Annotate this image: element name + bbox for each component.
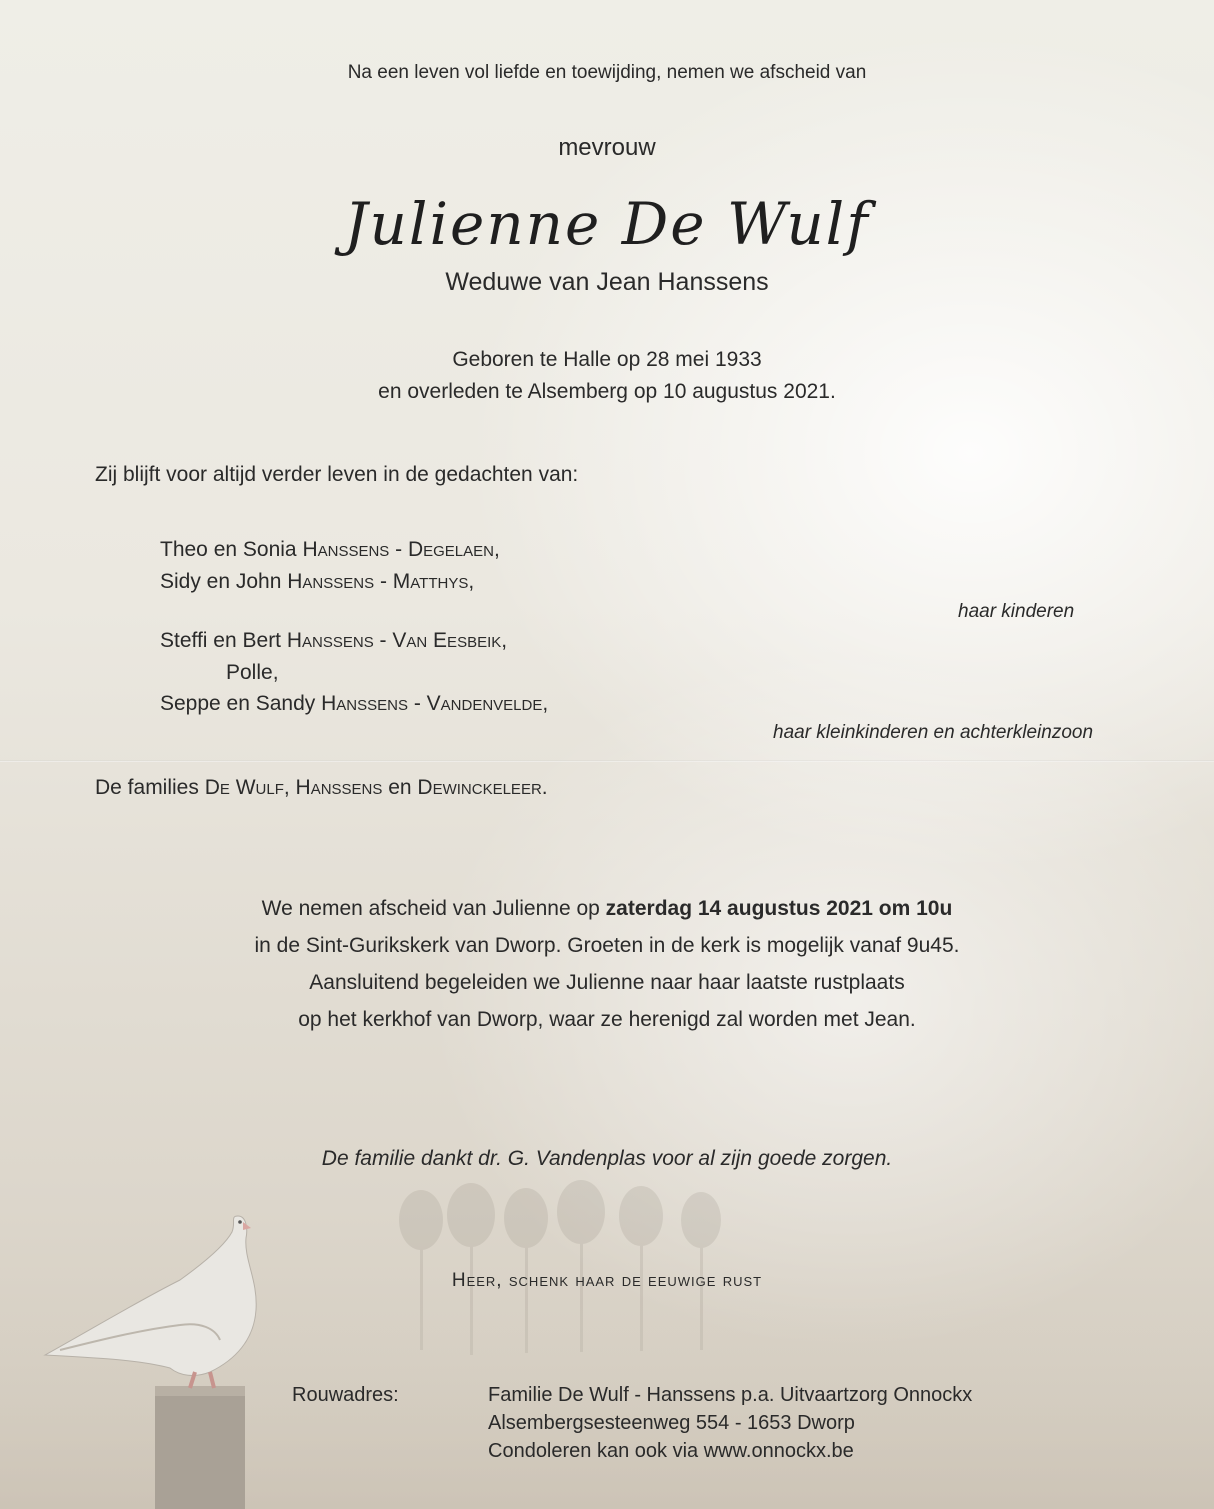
list-item: Theo en Sonia Hanssens - Degelaen, [160,538,500,561]
ceremony-line-4: op het kerkhof van Dworp, waar ze herenigd zal worden met Jean. [298,1008,916,1031]
address-label: Rouwadres: [292,1384,399,1406]
ceremony-line-3: Aansluitend begeleiden we Julienne naar haar laatste rustplaats [309,971,905,994]
address-line-1: Familie De Wulf - Hanssens p.a. Uitvaartzorg Onnockx [488,1384,973,1406]
deceased-name: Julienne De Wulf [344,190,870,258]
thanks-text: De familie dankt dr. G. Vandenplas voor al zijn goede zorgen. [321,1147,893,1170]
list-item: Seppe en Sandy Hanssens - Vandenvelde, [160,692,549,715]
birth-info: Geboren te Halle op 28 mei 1933 [452,348,762,371]
honorific: mevrouw [558,134,656,161]
intro-text: Na een leven vol liefde en toewijding, nemen we afscheid van [347,62,867,83]
list-item: Polle, [226,661,279,684]
grandchildren-label: haar kleinkinderen en achterkleinzoon [773,722,1094,743]
ceremony-line-2: in de Sint-Gurikskerk van Dworp. Groeten in de kerk is mogelijk vanaf 9u45. [254,934,960,957]
ceremony-info [0,890,1214,1038]
children-label: haar kinderen [958,601,1075,622]
address-line-3: Condoleren kan ook via www.onnockx.be [488,1440,854,1462]
memory-intro: Zij blijft voor altijd verder leven in de gedachten van: [95,463,579,486]
widow-of: Weduwe van Jean Hanssens [445,268,769,296]
list-item: Sidy en John Hanssens - Matthys, [160,570,475,593]
death-info: en overleden te Alsemberg op 10 augustus 2021. [378,380,836,403]
address-line-2: Alsembergsesteenweg 554 - 1653 Dworp [488,1412,855,1434]
card-fold-line [0,760,1214,762]
families-line: De families De Wulf, Hanssens en Dewinckeleer. [95,776,548,799]
ceremony-line-1: We nemen afscheid van Julienne op zaterdag 14 augustus 2021 om 10u [261,897,953,920]
list-item: Steffi en Bert Hanssens - Van Eesbeik, [160,629,508,652]
prayer-text: Heer, schenk haar de eeuwige rust [451,1270,763,1291]
